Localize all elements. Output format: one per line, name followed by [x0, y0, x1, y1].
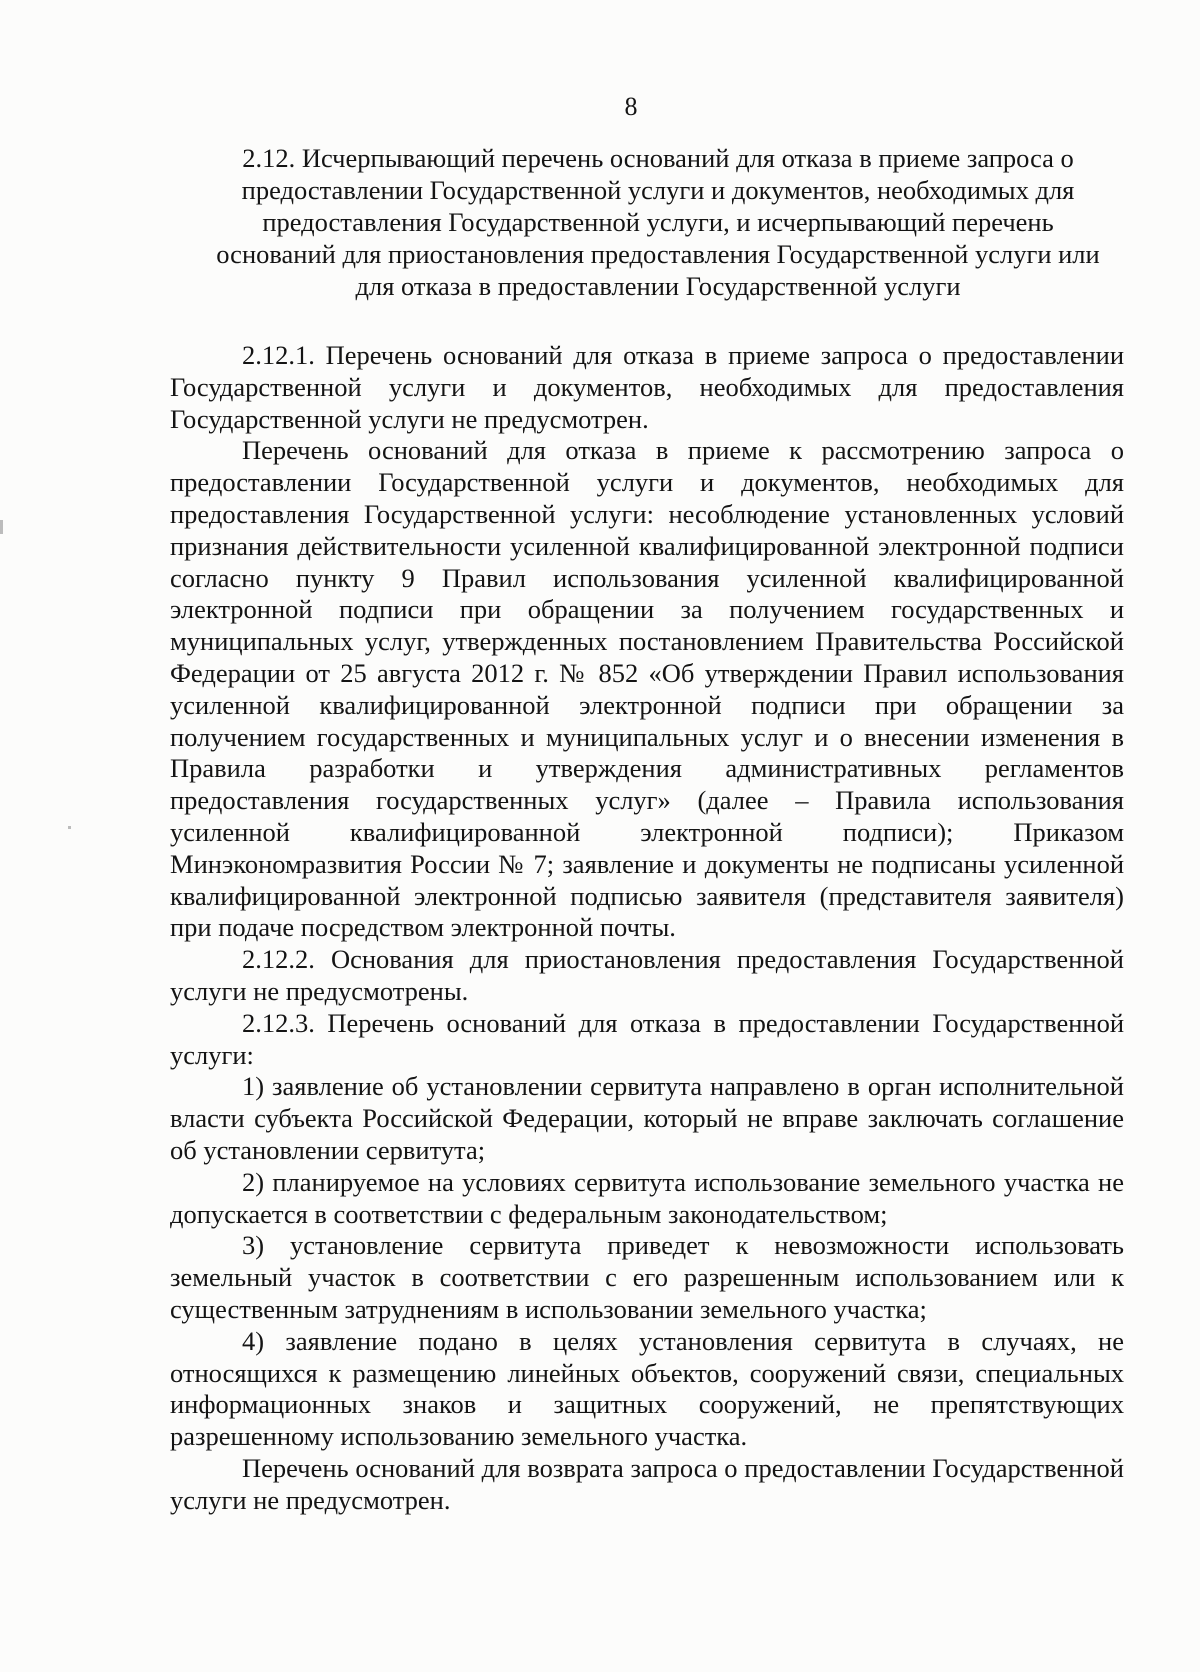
scan-mark-dot — [68, 826, 71, 829]
heading-line: предоставлении Государственной услуги и документов, необходимых для — [241, 175, 1075, 205]
list-item-4: 4) заявление подано в целях установления сервитута в случаях, не относящихся к размещению линейных объектов, сооружений связи, специальных информационных знаков и защитных сооружений, не препятствующих разрешенному использованию земельного участка. — [170, 1325, 1124, 1452]
list-item-3: 3) установление сервитута приведет к невозможности использовать земельный участок в соответствии с его разрешенным использованием или к существенным затруднениям в использовании земельного участка; — [170, 1230, 1124, 1324]
list-item-2: 2) планируемое на условиях сервитута использование земельного участка не допускается в соответствии с федеральным законодательством; — [170, 1166, 1124, 1229]
heading-line: для отказа в предоставлении Государственной услуги — [355, 271, 961, 301]
heading-line: оснований для приостановления предоставления Государственной услуги или — [216, 239, 1100, 269]
heading-line: 2.12. Исчерпывающий перечень оснований для отказа в приеме запроса о — [242, 143, 1074, 173]
document-body — [170, 340, 1124, 1516]
paragraph-2-12-2: 2.12.2. Основания для приостановления предоставления Государственной услуги не предусмотрены. — [170, 944, 1124, 1006]
paragraph-reject-reasons: Перечень оснований для отказа в приеме к рассмотрению запроса о предоставлении Государственной услуги и документов, необходимых для предоставления Государственной услуги: несоблюдение установленных условий признания действительности усиленной квалифицированной электронной подписи согласно пункту 9 Правил использования усиленной квалифицированной электронной подписи при обращении за получением государственных и муниципальных услуг, утвержденных постановлением Правительства Российской Федерации от 25 августа 2012 г. № 852 «Об утверждении Правил использования усиленной квалифицированной электронной подписи при обращении за получением государственных и муниципальных услуг и о внесении изменения в Правила разработки и утверждения административных регламентов предоставления государственных услуг» (далее – Правила использования усиленной квалифицированной электронной подписи); Приказом Минэкономразвития России № 7; заявление и документы не подписаны усиленной квалифицированной электронной подписью заявителя (представителя заявителя) при подаче посредством электронной почты. — [170, 435, 1124, 943]
paragraph-return-reasons: Перечень оснований для возврата запроса о предоставлении Государственной услуги не предусмотрен. — [170, 1452, 1124, 1515]
section-heading — [188, 142, 1128, 302]
heading-line: предоставления Государственной услуги, и исчерпывающий перечень — [262, 207, 1054, 237]
scan-mark-left — [0, 520, 3, 534]
page-number: 8 — [624, 92, 638, 121]
paragraph-2-12-3: 2.12.3. Перечень оснований для отказа в предоставлении Государственной услуги: — [170, 1007, 1124, 1070]
list-item-1: 1) заявление об установлении сервитута направлено в орган исполнительной власти субъекта Российской Федерации, который не вправе заключать соглашение об установлении сервитута; — [170, 1071, 1124, 1165]
paragraph-2-12-1: 2.12.1. Перечень оснований для отказа в приеме запроса о предоставлении Государственной услуги и документов, необходимых для предоставления Государственной услуги не предусмотрен. — [170, 340, 1124, 434]
